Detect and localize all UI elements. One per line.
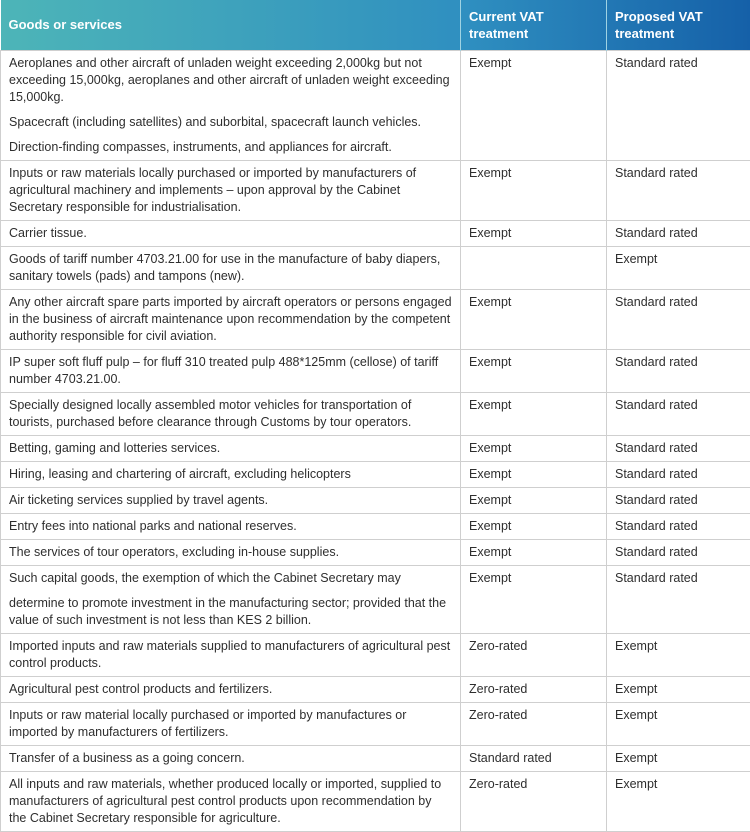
current-vat-cell: Exempt (461, 435, 607, 461)
goods-text: Entry fees into national parks and national reserves. (9, 518, 452, 535)
current-vat-cell: Exempt (461, 487, 607, 513)
goods-text: Transfer of a business as a going concern. (9, 750, 452, 767)
table-row (1, 392, 750, 435)
goods-text: Agricultural pest control products and fertilizers. (9, 681, 452, 698)
goods-text: IP super soft fluff pulp – for fluff 310 treated pulp 488*125mm (cellose) of tariff number 4703.21.00. (9, 354, 452, 388)
goods-cell (1, 435, 461, 461)
table-row (1, 745, 750, 771)
goods-text: Goods of tariff number 4703.21.00 for use in the manufacture of baby diapers, sanitary towels (pads) and tampons (new). (9, 251, 452, 285)
table-row (1, 246, 750, 289)
proposed-vat-cell: Standard rated (607, 461, 750, 487)
current-vat-cell: Exempt (461, 289, 607, 349)
proposed-vat-cell: Standard rated (607, 487, 750, 513)
table-row (1, 676, 750, 702)
proposed-vat-cell: Standard rated (607, 50, 750, 160)
goods-text: Hiring, leasing and chartering of aircraft, excluding helicopters (9, 466, 452, 483)
table-row (1, 220, 750, 246)
proposed-vat-cell: Standard rated (607, 513, 750, 539)
goods-text: determine to promote investment in the manufacturing sector; provided that the value of such investment is not less than KES 2 billion. (9, 595, 452, 629)
proposed-vat-cell: Exempt (607, 633, 750, 676)
current-vat-cell (461, 246, 607, 289)
table-row (1, 50, 750, 160)
table-row (1, 289, 750, 349)
goods-text: Air ticketing services supplied by travel agents. (9, 492, 452, 509)
current-vat-cell: Exempt (461, 220, 607, 246)
goods-text: All inputs and raw materials, whether produced locally or imported, supplied to manufacturers of agricultural pest control products upon recommendation by the Cabinet Secretary responsible for agriculture. (9, 776, 452, 827)
proposed-vat-cell: Exempt (607, 771, 750, 831)
goods-cell (1, 461, 461, 487)
goods-cell (1, 745, 461, 771)
table-row (1, 349, 750, 392)
proposed-vat-cell: Exempt (607, 745, 750, 771)
goods-text: The services of tour operators, excluding in-house supplies. (9, 544, 452, 561)
goods-text: Betting, gaming and lotteries services. (9, 440, 452, 457)
goods-cell (1, 702, 461, 745)
header-goods-or-services: Goods or services (1, 0, 461, 50)
table-row (1, 702, 750, 745)
proposed-vat-cell: Exempt (607, 246, 750, 289)
goods-cell (1, 160, 461, 220)
goods-text: Inputs or raw material locally purchased or imported by manufactures or imported by manufacturers of fertilizers. (9, 707, 452, 741)
goods-text: Specially designed locally assembled motor vehicles for transportation of tourists, purchased before clearance through Customs by tour operators. (9, 397, 452, 431)
goods-cell (1, 246, 461, 289)
goods-cell (1, 565, 461, 633)
table-row (1, 771, 750, 831)
current-vat-cell: Exempt (461, 349, 607, 392)
goods-text: Such capital goods, the exemption of which the Cabinet Secretary may (9, 570, 452, 587)
goods-cell (1, 487, 461, 513)
proposed-vat-cell: Standard rated (607, 160, 750, 220)
goods-cell (1, 633, 461, 676)
current-vat-cell: Standard rated (461, 745, 607, 771)
proposed-vat-cell: Standard rated (607, 565, 750, 633)
table-row (1, 487, 750, 513)
proposed-vat-cell: Exempt (607, 702, 750, 745)
current-vat-cell: Zero-rated (461, 702, 607, 745)
proposed-vat-cell: Standard rated (607, 289, 750, 349)
header-current-vat: Current VAT treatment (461, 0, 607, 50)
table-row (1, 565, 750, 633)
table-row (1, 435, 750, 461)
proposed-vat-cell: Standard rated (607, 349, 750, 392)
proposed-vat-cell: Standard rated (607, 435, 750, 461)
goods-cell (1, 539, 461, 565)
current-vat-cell: Exempt (461, 50, 607, 160)
goods-text: Direction-finding compasses, instruments, and appliances for aircraft. (9, 139, 452, 156)
table-row (1, 513, 750, 539)
proposed-vat-cell: Standard rated (607, 220, 750, 246)
current-vat-cell: Exempt (461, 392, 607, 435)
goods-text: Any other aircraft spare parts imported by aircraft operators or persons engaged in the business of aircraft maintenance upon recommendation by the competent authority responsible for civil aviation. (9, 294, 452, 345)
table-row (1, 539, 750, 565)
goods-text: Aeroplanes and other aircraft of unladen weight exceeding 2,000kg but not exceeding 15,000kg, aeroplanes and other aircraft of unladen weight exceeding 15,000kg. (9, 55, 452, 106)
goods-cell (1, 392, 461, 435)
current-vat-cell: Zero-rated (461, 771, 607, 831)
goods-cell (1, 50, 461, 160)
proposed-vat-cell: Standard rated (607, 539, 750, 565)
proposed-vat-cell: Exempt (607, 676, 750, 702)
goods-cell (1, 513, 461, 539)
table-row (1, 461, 750, 487)
header-proposed-vat: Proposed VAT treatment (607, 0, 750, 50)
goods-text: Spacecraft (including satellites) and suborbital, spacecraft launch vehicles. (9, 114, 452, 131)
current-vat-cell: Exempt (461, 565, 607, 633)
goods-text: Carrier tissue. (9, 225, 452, 242)
goods-text: Imported inputs and raw materials supplied to manufacturers of agricultural pest control products. (9, 638, 452, 672)
goods-text: Inputs or raw materials locally purchased or imported by manufacturers of agricultural machinery and implements – upon approval by the Cabinet Secretary responsible for industrialisation. (9, 165, 452, 216)
table-row (1, 633, 750, 676)
current-vat-cell: Zero-rated (461, 633, 607, 676)
goods-cell (1, 676, 461, 702)
goods-cell (1, 771, 461, 831)
goods-cell (1, 349, 461, 392)
table-body (1, 50, 750, 831)
table-header-row (1, 0, 750, 50)
current-vat-cell: Exempt (461, 513, 607, 539)
table-row (1, 160, 750, 220)
goods-cell (1, 289, 461, 349)
current-vat-cell: Exempt (461, 461, 607, 487)
goods-cell (1, 220, 461, 246)
current-vat-cell: Exempt (461, 539, 607, 565)
current-vat-cell: Zero-rated (461, 676, 607, 702)
proposed-vat-cell: Standard rated (607, 392, 750, 435)
current-vat-cell: Exempt (461, 160, 607, 220)
